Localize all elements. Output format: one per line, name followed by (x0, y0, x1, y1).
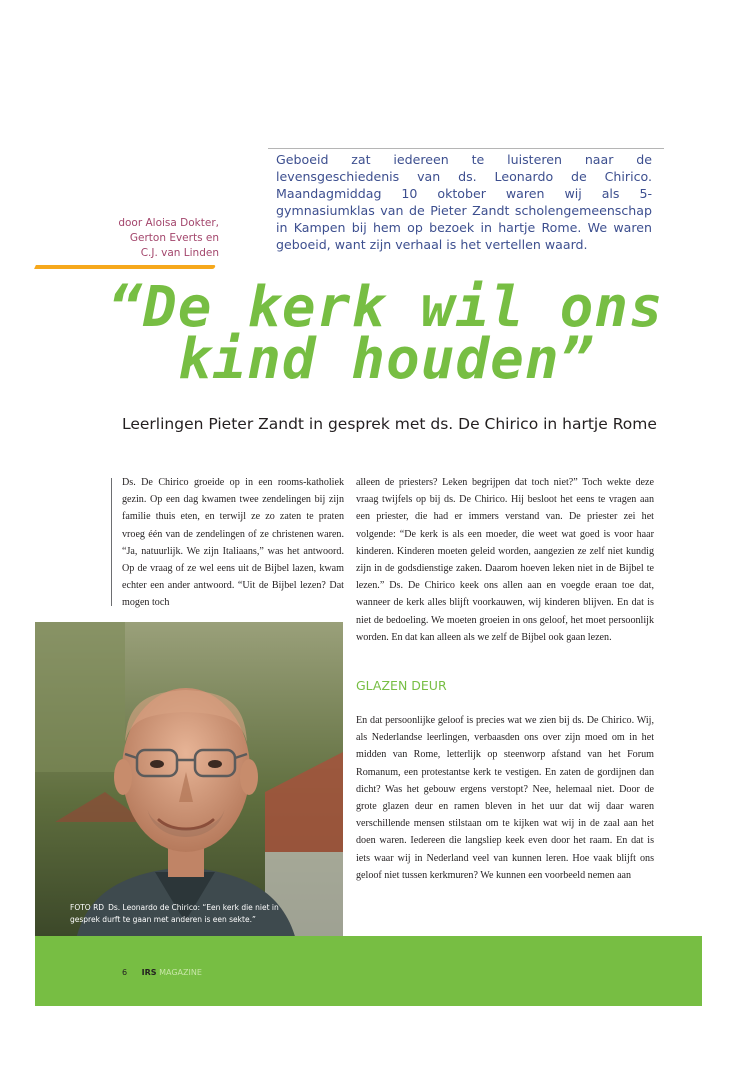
subtitle: Leerlingen Pieter Zandt in gesprek met ds. De Chirico in hartje Rome (122, 415, 657, 433)
body-paragraph-2: alleen de priesters? Leken begrijpen dat toch niet?” Toch wekte deze vraag twijfels op bij ds. De Chirico. Hij besloot het eens te vragen aan een priester, die had er immers verstand van. De priester zei het volgende: “De kerk is als een moeder, die weet wat goed is voor haar kinderen. Kinderen moeten geleid worden, aangezien ze zelf niet kundig zijn in de godsdienstige zaken. Daarom hoeven leken niet in de Bijbel te lezen.” Ds. De Chirico keek ons allen aan en voegde eraan toe dat, wanneer de kerk alles blijft voorkauwen, wij kinderen blijven. En dat is niet de bedoeling. We moeten groeien in ons geloof, het moet persoonlijk worden. En dat kan alleen als we zelf de Bijbel ook gaan lezen. (356, 477, 654, 643)
intro-top-rule (268, 148, 664, 149)
section-heading: GLAZEN DEUR (356, 678, 447, 693)
photo-credit: FOTO RD (70, 903, 105, 912)
body-column-1 (122, 474, 344, 612)
page-number: 6 (122, 968, 128, 977)
byline-line-3: C.J. van Linden (140, 247, 219, 259)
portrait-photo (35, 622, 343, 944)
page-footer (122, 968, 202, 977)
body-column-3 (356, 712, 654, 884)
magazine-brand: IRS (141, 968, 157, 977)
byline (80, 216, 219, 261)
photo-caption-text: Ds. Leonardo de Chirico: “Een kerk die niet in gesprek durft te gaan met anderen is een sekte.” (70, 903, 279, 924)
headline (35, 275, 737, 392)
portrait-illustration (35, 622, 343, 944)
body-column-2 (356, 474, 654, 646)
byline-line-2: Gerton Everts en (129, 232, 219, 244)
column-rule (111, 478, 112, 606)
body-paragraph-1: Ds. De Chirico groeide op in een rooms-katholiek gezin. Op een dag kwamen twee zendelingen bij zijn familie thuis eten, en terwijl ze zo zaten te praten vroeg één van de zendelingen of ze christenen waren. “Ja, natuurlijk. We zijn Italiaans,” was het antwoord. Op de vraag of ze wel eens uit de Bijbel lazen, kwam echter een ander antwoord. “Uit de Bijbel lezen? Dat mogen toch (122, 477, 344, 609)
headline-line-2: kind houden” (177, 327, 595, 392)
magazine-brand-suffix: MAGAZINE (159, 968, 202, 977)
photo-caption (70, 902, 310, 926)
byline-line-1: door Aloisa Dokter, (118, 217, 219, 229)
intro-paragraph: Geboeid zat iedereen te luisteren naar de levensgeschiedenis van ds. Leonardo de Chirico. Maandagmiddag 10 oktober waren wij als 5-gymnasiumklas van de Pieter Zandt scholengemeenschap in Kampen bij hem op bezoek in hartje Rome. We waren geboeid, want zijn verhaal is het vertellen waard. (276, 152, 652, 252)
headline-line-1: “De kerk wil ons (108, 275, 664, 340)
body-paragraph-3: En dat persoonlijke geloof is precies wat we zien bij ds. De Chirico. Wij, als Nederlandse leerlingen, verbaasden ons over zijn moed om in het midden van Rome, letterlijk op steenworp afstand van het Forum Romanum, een protestantse kerk te vestigen. En zaten de gordijnen dan dicht? Was het gebouw ergens verstopt? Nee, helemaal niet. Door de grote glazen deur en ramen bleven in het uur dat wij daar waren verschillende mensen stilstaan om te kijken wat wij in de zaal aan het doen waren. Iedereen die langsliep keek even door het raam. En dat is iets waar wij in Nederland veel van kunnen leren. Hoe vaak blijft ons geloof niet tussen kerkmuren? We kunnen een voorbeeld nemen aan (356, 715, 654, 881)
orange-accent-bar (34, 265, 216, 269)
